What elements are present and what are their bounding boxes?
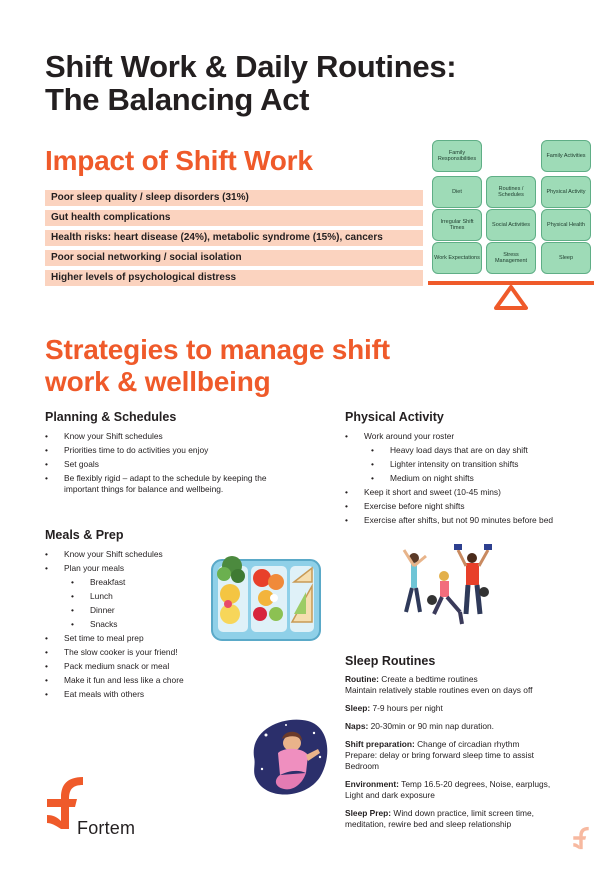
list-item: • Plan your meals: [45, 561, 225, 575]
physical-heading: Physical Activity: [345, 410, 444, 424]
list-item: • Lighter intensity on transition shifts: [345, 457, 560, 471]
list-item: • Make it fun and less like a chore: [45, 673, 225, 687]
balance-box: Family Activities: [541, 140, 591, 172]
list-item: • Dinner: [45, 603, 225, 617]
list-item: • Exercise before night shifts: [345, 499, 560, 513]
list-item: • Medium on night shifts: [345, 471, 560, 485]
list-item: • Pack medium snack or meal: [45, 659, 225, 673]
planning-heading: Planning & Schedules: [45, 410, 177, 424]
balance-box: Family Responsibilities: [432, 140, 482, 172]
balance-box: Social Activities: [486, 209, 536, 241]
balance-fulcrum-icon: [494, 285, 528, 310]
impact-item: Poor social networking / social isolation: [45, 250, 423, 266]
impact-heading: Impact of Shift Work: [45, 145, 313, 176]
sleeping-person-illustration: [244, 713, 334, 801]
sleep-section: [345, 674, 570, 837]
list-item: • Priorities time to do activities you enjoy: [45, 443, 285, 457]
balance-box: Work Expectations: [432, 242, 482, 274]
physical-list: [345, 429, 560, 529]
list-item: • Heavy load days that are on day shift: [345, 443, 560, 457]
list-item: • Exercise after shifts, but not 90 minutes before bed: [345, 515, 560, 526]
lunchbox-illustration: [210, 552, 322, 642]
planning-list: [45, 429, 285, 498]
balance-box: Irregular Shift Times: [432, 209, 482, 241]
balance-box: Stress Management: [486, 242, 536, 274]
sleep-shift-preparation: Shift preparation: Change of circadian rhythm Prepare: delay or bring forward sleep time to assist Bedroom: [345, 739, 534, 771]
meals-list: [45, 547, 225, 701]
strategies-heading: Strategies to manage shift work & wellbeing: [45, 334, 390, 397]
list-item: • Lunch: [45, 589, 225, 603]
list-item: • Set goals: [45, 457, 285, 471]
balance-scale-graphic: [428, 140, 594, 310]
sleep-heading: Sleep Routines: [345, 654, 436, 668]
list-item: • Be flexibly rigid – adapt to the schedule by keeping the important things for balance and wellbeing.: [45, 473, 285, 495]
impact-item: Poor sleep quality / sleep disorders (31%): [45, 190, 423, 206]
list-item: • Breakfast: [45, 575, 225, 589]
list-item: • The slow cooker is your friend!: [45, 645, 225, 659]
impact-item: Higher levels of psychological distress: [45, 270, 423, 286]
list-item: • Snacks: [45, 617, 225, 631]
impact-item: Health risks: heart disease (24%), metabolic syndrome (15%), cancers: [45, 230, 423, 246]
impact-item: Gut health complications: [45, 210, 423, 226]
balance-box: Sleep: [541, 242, 591, 274]
sleep-naps: Naps: 20-30min or 90 min nap duration.: [345, 721, 494, 731]
balance-box: Routines / Schedules: [486, 176, 536, 208]
exercise-illustration: [398, 542, 494, 630]
sleep-prep: Sleep Prep: Wind down practice, limit screen time, meditation, rewire bed and sleep relationship: [345, 808, 534, 829]
balance-box: Physical Health: [541, 209, 591, 241]
list-item: • Eat meals with others: [45, 687, 225, 701]
page-title: Shift Work & Daily Routines: The Balancing Act: [45, 49, 457, 117]
list-item: • Keep it short and sweet (10-45 mins): [345, 485, 560, 499]
sleep-routine: Routine: Create a bedtime routines Maintain relatively stable routines even on days off: [345, 674, 533, 695]
balance-box: Physical Activity: [541, 176, 591, 208]
list-item: • Work around your roster: [345, 429, 560, 443]
fortem-watermark-icon: [572, 826, 590, 850]
sleep-hours: Sleep: 7-9 hours per night: [345, 703, 443, 713]
list-item: • Set time to meal prep: [45, 631, 225, 645]
list-item: • Know your Shift schedules: [45, 429, 285, 443]
list-item: • Know your Shift schedules: [45, 547, 225, 561]
impact-list: [45, 190, 423, 290]
sleep-environment: Environment: Temp 16.5-20 degrees, Noise, earplugs, Light and dark exposure: [345, 779, 551, 800]
brand-name: Fortem: [77, 818, 136, 838]
balance-box: Diet: [432, 176, 482, 208]
meals-heading: Meals & Prep: [45, 528, 124, 542]
